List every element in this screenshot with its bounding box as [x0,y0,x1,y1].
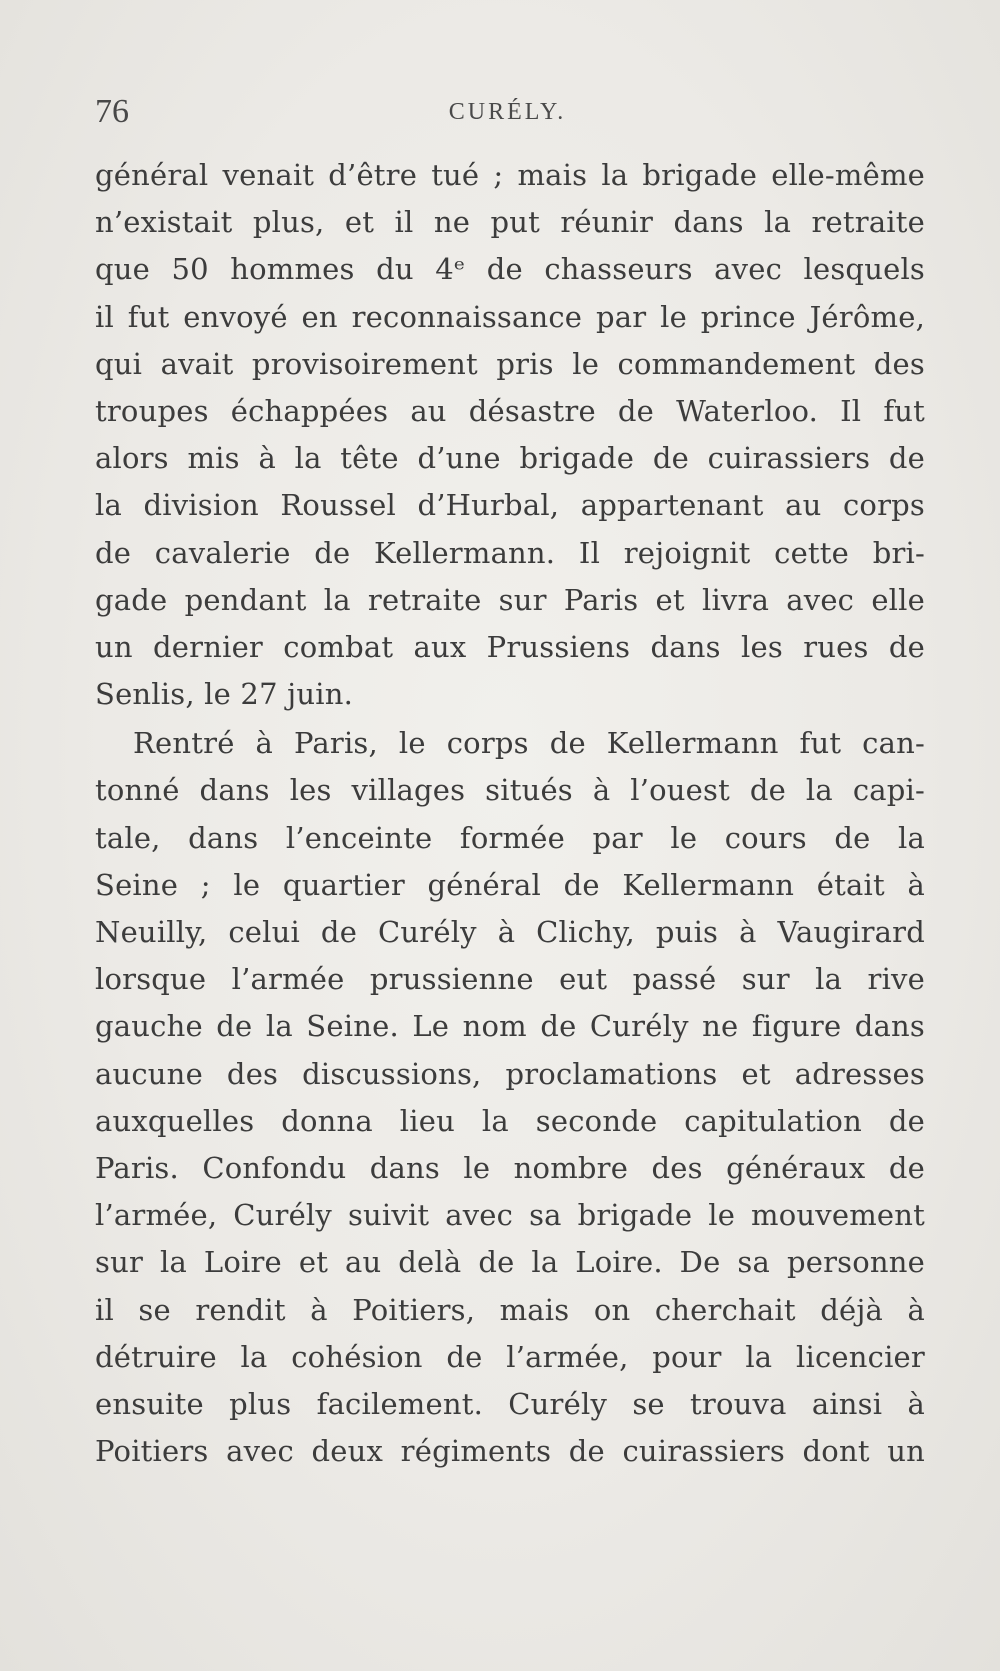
text-line: que 50 hommes du 4ᵉ de chasseurs avec lesquels [95,252,925,287]
text-line: l’armée, Curély suivit avec sa brigade le mouvement [95,1198,925,1233]
running-title: CURÉLY. [448,99,567,125]
text-line: sur la Loire et au delà de la Loire. De sa personne [95,1245,925,1280]
text-line: détruire la cohésion de l’armée, pour la licencier [95,1339,925,1374]
text-line: auxquelles donna lieu la seconde capitulation de [95,1103,925,1138]
text-line: de cavalerie de Kellermann. Il rejoignit cette bri- [95,535,925,570]
text-line: Senlis, le 27 juin. [95,677,353,712]
text-line: tale, dans l’enceinte formée par le cours de la [95,820,925,855]
text-line: qui avait provisoirement pris le commandement des [95,346,925,381]
text-line: Seine ; le quartier général de Kellermann était à [95,867,925,902]
text-line: Rentré à Paris, le corps de Kellermann fut can- [133,726,925,761]
text-line: un dernier combat aux Prussiens dans les rues de [95,629,925,664]
text-line: la division Roussel d’Hurbal, appartenant au corps [95,488,925,523]
text-line: troupes échappées au désastre de Waterloo. Il fut [95,393,925,428]
paragraph-1 [95,152,925,718]
text-line: alors mis à la tête d’une brigade de cuirassiers de [95,441,925,476]
text-line: Neuilly, celui de Curély à Clichy, puis à Vaugirard [95,915,925,949]
text-line: général venait d’être tué ; mais la brigade elle-même [95,158,925,192]
paragraph-2 [95,720,925,1475]
text-line: il fut envoyé en reconnaissance par le prince Jérôme, [95,299,925,334]
text-line: n’existait plus, et il ne put réunir dans la retraite [95,205,925,240]
text-line: tonné dans les villages situés à l’ouest de la capi- [95,773,925,808]
text-line: Paris. Confondu dans le nombre des généraux de [95,1150,925,1185]
text-line: gade pendant la retraite sur Paris et livra avec elle [95,582,925,617]
body-text [95,152,925,1475]
text-line: ensuite plus facilement. Curély se trouva ainsi à [95,1386,925,1421]
text-line: aucune des discussions, proclamations et adresses [95,1056,925,1091]
page-number: 76 [95,93,129,130]
page-header [95,92,920,132]
text-line: lorsque l’armée prussienne eut passé sur la rive [95,962,925,997]
text-line: gauche de la Seine. Le nom de Curély ne figure dans [95,1009,925,1044]
text-line: il se rendit à Poitiers, mais on cherchait déjà à [95,1292,925,1327]
text-line: Poitiers avec deux régiments de cuirassiers dont un [95,1434,925,1469]
